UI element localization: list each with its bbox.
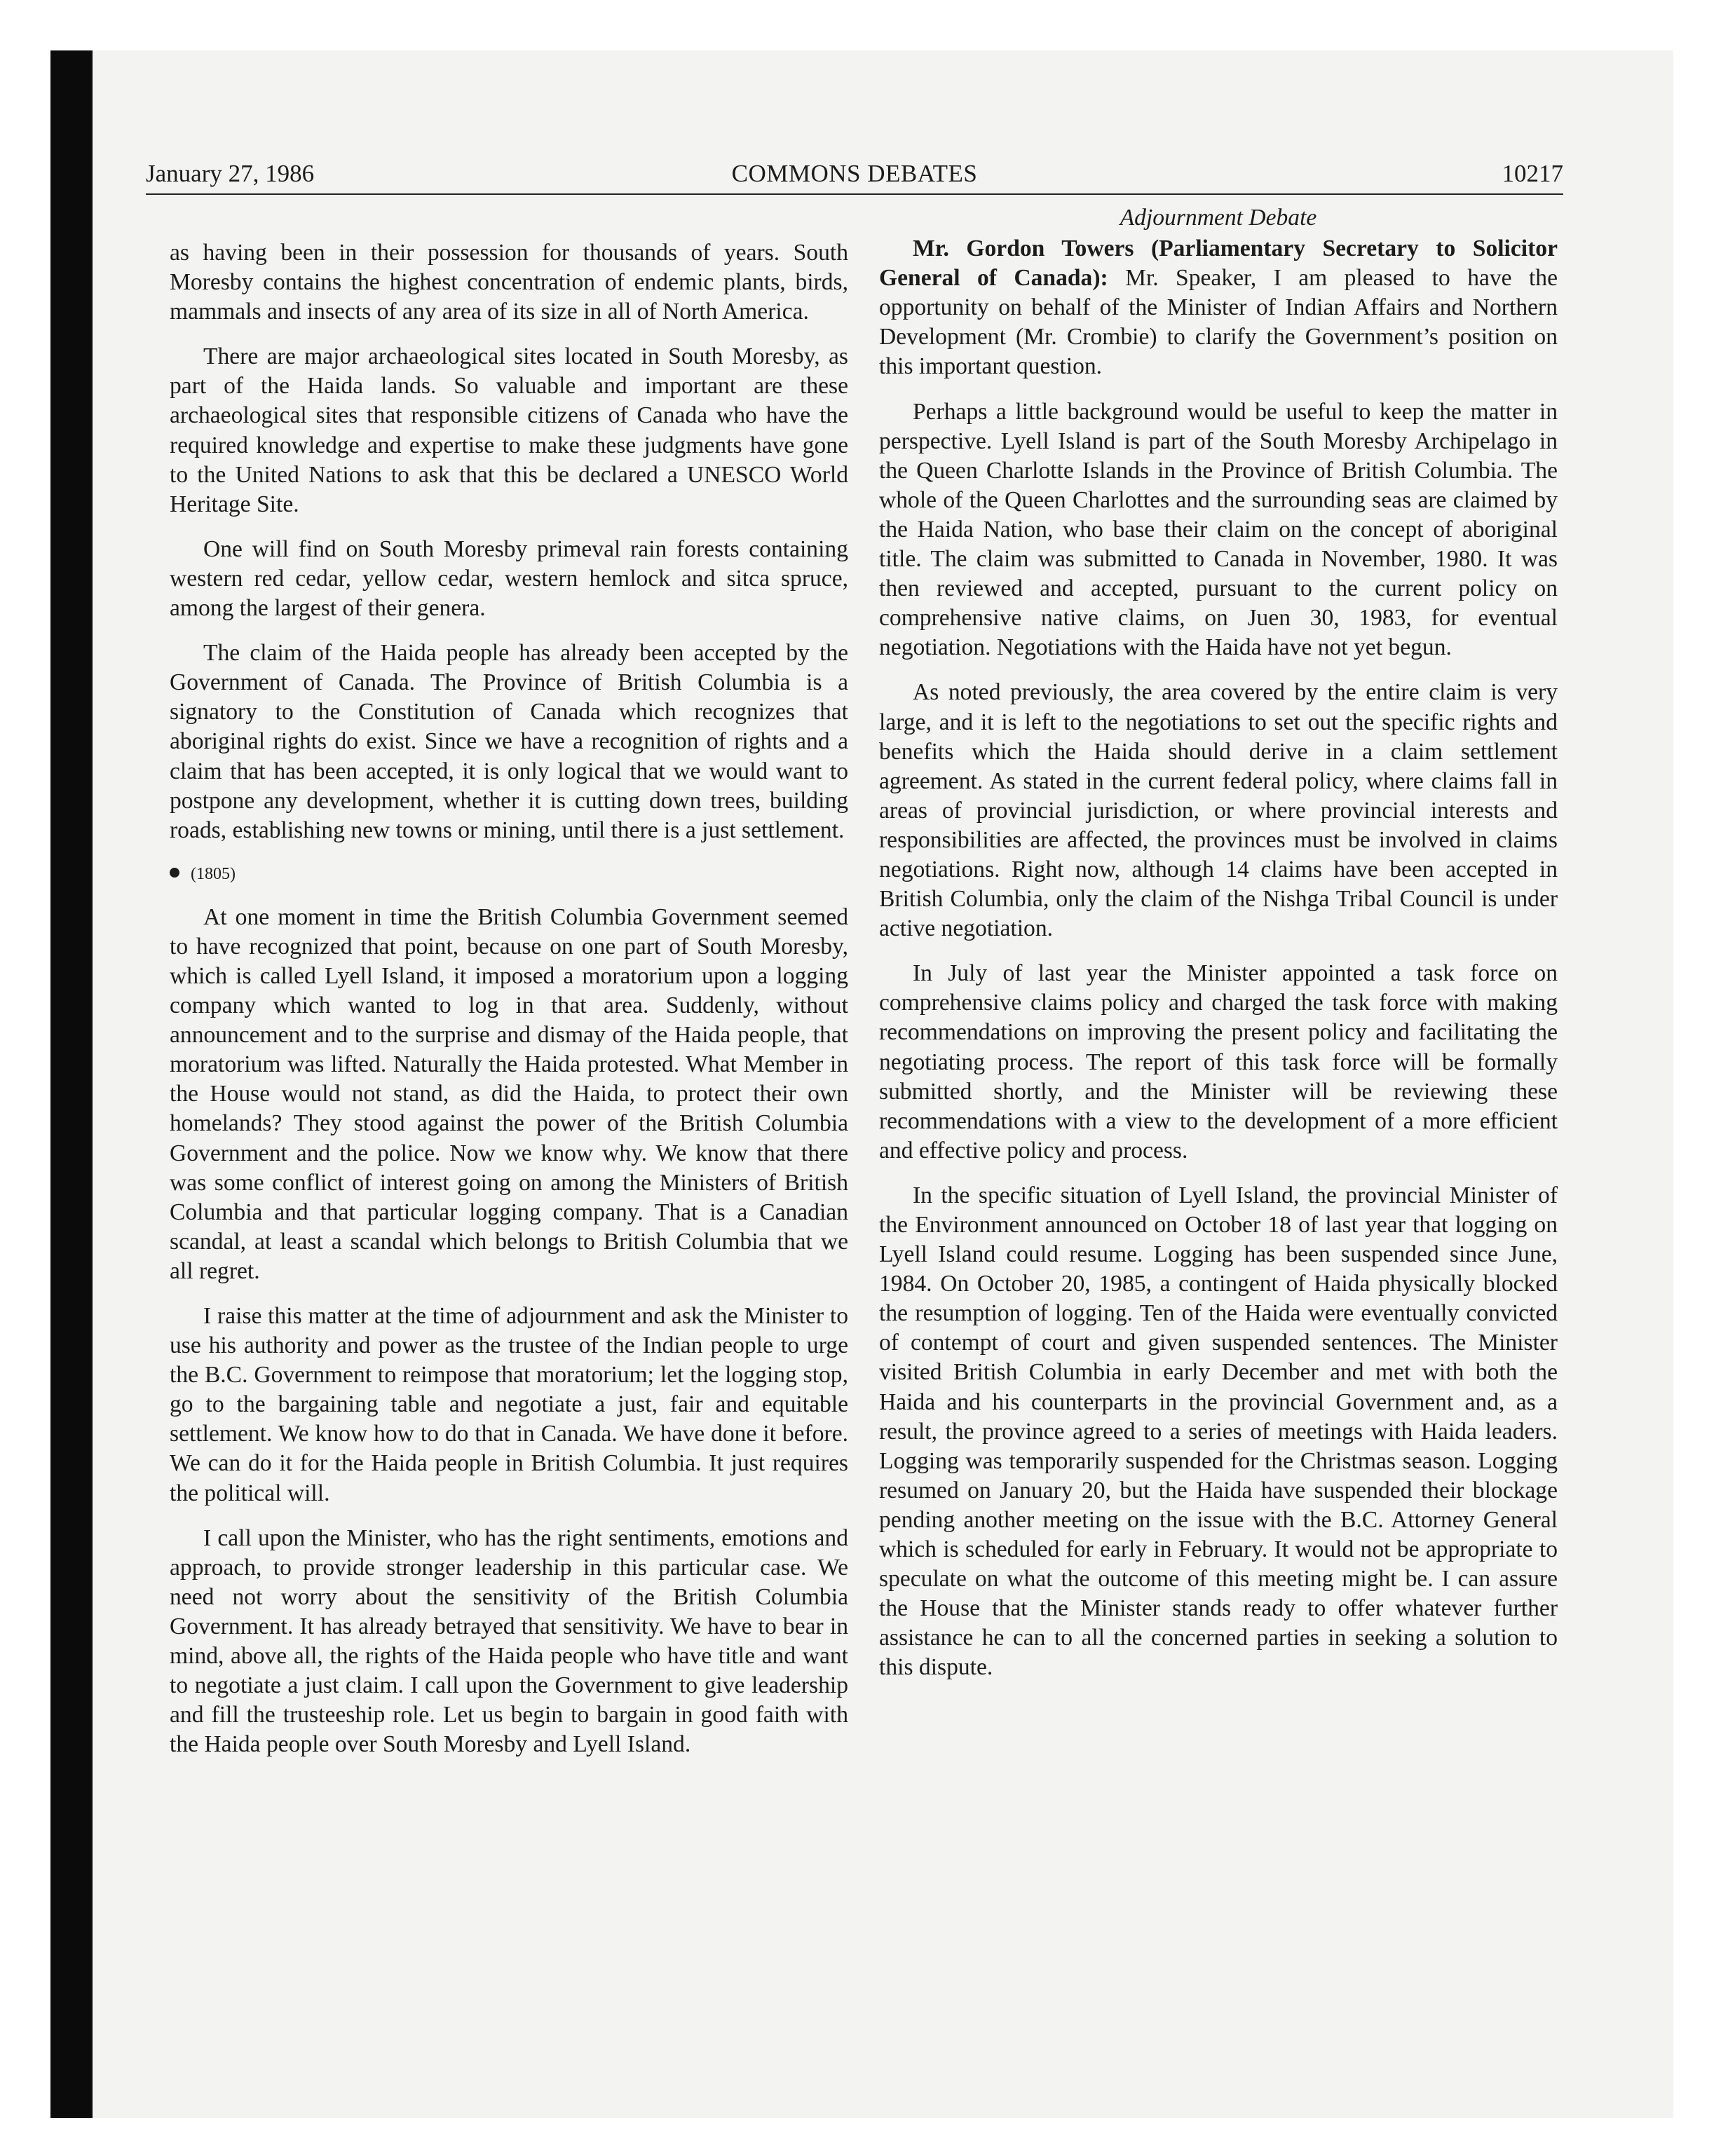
header-date: January 27, 1986 <box>146 160 315 187</box>
paragraph: I raise this matter at the time of adjournment and ask the Minister to use his authority and power as the trustee of the Indian people to urge the B.C. Government to reimpose that moratorium; let the logging stop, go to the bargaining table and negotiate a just, fair and equitable settlement. We know how to do that in Canada. We have done it before. We can do it for the Haida people in British Columbia. It just requires the political will. <box>170 1303 848 1506</box>
page-header <box>146 156 1563 192</box>
header-publication: COMMONS DEBATES <box>731 160 978 187</box>
time-marker <box>170 864 848 885</box>
paragraph: As noted previously, the area covered by the entire claim is very large, and it is left to the negotiations to set out the specific rights and benefits which the Haida should derive in a claim settlement agreement. As stated in the current federal policy, where claims fall in areas of provincial jurisdiction, or where provincial interests and responsibilities are affected, the provinces must be involved in claims negotiations. Right now, although 14 claims have been accepted in British Columbia, only the claim of the Nishga Tribal Council is under active negotiation. <box>879 679 1558 942</box>
header-rule <box>146 193 1563 195</box>
paragraph: At one moment in time the British Columbia Government seemed to have recognized that point, because on one part of South Moresby, which is called Lyell Island, it imposed a moratorium upon a logging company which wanted to log in that area. Suddenly, without announcement and to the surprise and dismay of the Haida people, that moratorium was lifted. Naturally the Haida protested. What Member in the House would not stand, as did the Haida, to protect their own homelands? They stood against the power of the British Columbia Government and the police. Now we know why. We know that there was some conflict of interest going on among the Ministers of British Columbia and that particular logging company. That is a Canadian scandal, at least a scandal which belongs to British Columbia that we all regret. <box>170 903 848 1284</box>
left-column <box>170 238 848 1775</box>
speaker-paragraph <box>879 234 1558 381</box>
paragraph: I call upon the Minister, who has the right sentiments, emotions and approach, to provide stronger leadership in this particular case. We need not worry about the sensitivity of the British Columbia Government. It has already betrayed that sensitivity. We have to bear in mind, above all, the rights of the Haida people who have title and want to negotiate a just claim. I call upon the Government to give leadership and fill the trusteeship role. Let us begin to bargain in good faith with the Haida people over South Moresby and Lyell Island. <box>170 1524 848 1758</box>
header-page-number: 10217 <box>1502 160 1563 187</box>
paragraph: as having been in their possession for thousands of years. South Moresby contains the highest concentration of endemic plants, birds, mammals and insects of any area of its size in all of North America. <box>170 240 848 325</box>
speaker-name: Mr. Gordon Towers (Parliamentary Secretary to Solicitor General of Canada): <box>879 236 1558 292</box>
paragraph: The claim of the Haida people has already been accepted by the Government of Canada. The Province of British Columbia is a signatory to the Constitution of Canada which recognizes that aboriginal rights do exist. Since we have a recognition of rights and a claim that has been accepted, it is only logical that we would want to postpone any development, whether it is cutting down trees, building roads, establishing new towns or mining, until there is a just settlement. <box>170 640 848 843</box>
right-column <box>879 203 1558 1698</box>
scan-border <box>50 50 93 2118</box>
paragraph: In July of last year the Minister appointed a task force on comprehensive claims policy and charged the task force with making recommendations on improving the present policy and facilitating the negotiating process. The report of this task force will be formally submitted shortly, and the Minister will be reviewing these recommendations with a view to the development of a more efficient and effective policy and process. <box>879 960 1558 1164</box>
paragraph: There are major archaeological sites located in South Moresby, as part of the Haida lands. So valuable and important are these archaeological sites that responsible citizens of Canada who have the required knowledge and expertise to make these judgments have gone to the United Nations to ask that this be declared a UNESCO World Heritage Site. <box>170 343 848 517</box>
paragraph: One will find on South Moresby primeval rain forests containing western red cedar, yellow cedar, western hemlock and sitca spruce, among the largest of their genera. <box>170 535 848 622</box>
paragraph: In the specific situation of Lyell Island, the provincial Minister of the Environment announced on October 18 of last year that logging on Lyell Island could resume. Logging has been suspended since June, 1984. On October 20, 1985, a contingent of Haida physically blocked the resumption of logging. Ten of the Haida were eventually convicted of contempt of court and given suspended sentences. The Minister visited British Columbia in early December and met with both the Haida and his counterparts in the provincial Government and, as a result, the province agreed to a series of meetings with Haida leaders. Logging was temporarily suspended for the Christmas season. Logging resumed on January 20, but the Haida have suspended their blockage pending another meeting on the issue with the B.C. Attorney General which is scheduled for early in February. It would not be appropriate to speculate on what the outcome of this meeting might be. I can assure the House that the Minister stands ready to offer whatever further assistance he can to all the concerned parties in seeking a solution to this dispute. <box>879 1182 1558 1681</box>
paragraph: Perhaps a little background would be useful to keep the matter in perspective. Lyell Island is part of the South Moresby Archipelago in the Queen Charlotte Islands in the Province of British Columbia. The whole of the Queen Charlottes and the surrounding seas are claimed by the Haida Nation, who base their claim on the concept of aboriginal title. The claim was submitted to Canada in November, 1980. It was then reviewed and accepted, pursuant to the current policy on comprehensive native claims, on Juen 30, 1983, for eventual negotiation. Negotiations with the Haida have not yet begun. <box>879 398 1558 661</box>
speaker-text: Mr. Speaker, I am pleased to have the opportunity on behalf of the Minister of Indian Affairs and Northern Development (Mr. Crombie) to clarify the Government’s position on this important question. <box>879 265 1558 380</box>
section-title: Adjournment Debate <box>1120 205 1317 231</box>
time-marker-text: (1805) <box>191 864 236 883</box>
bullet-icon <box>170 868 179 878</box>
